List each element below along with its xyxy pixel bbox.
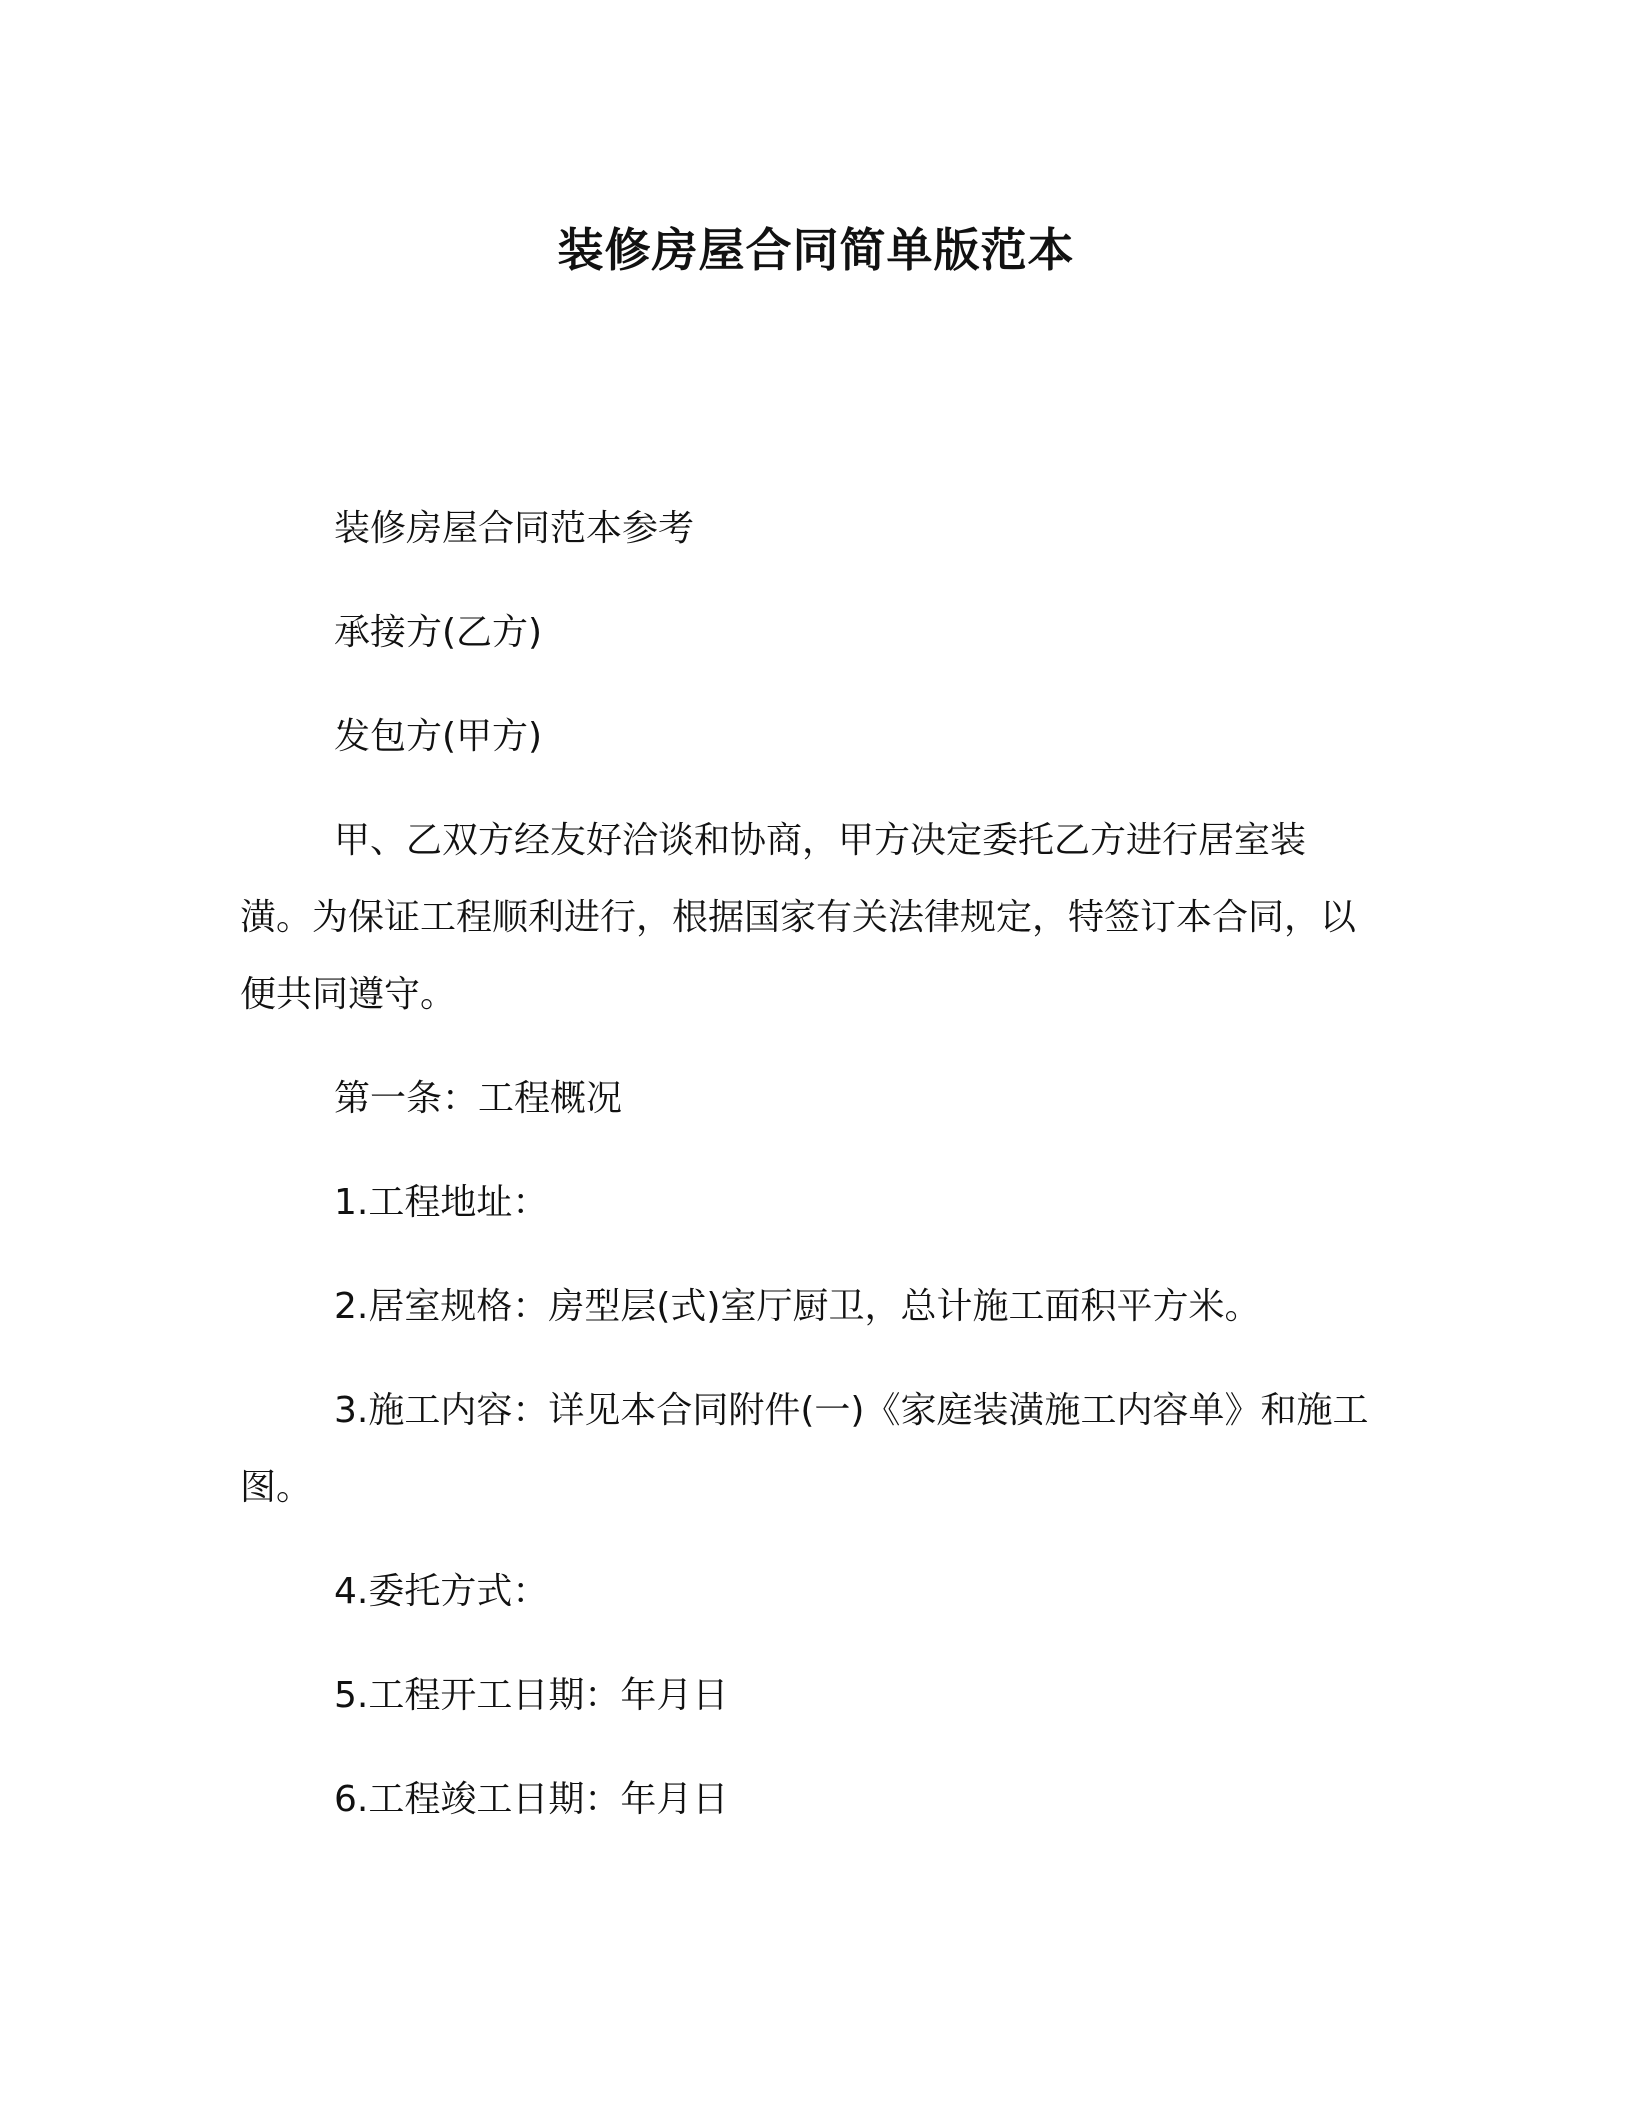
paragraph-item-5: 5.工程开工日期：年月日 [334, 1675, 729, 1716]
paragraph-preamble: 甲、乙双方经友好洽谈和协商，甲方决定委托乙方进行居室装潢。为保证工程顺利进行，根据国家有关法律规定，特签订本合同，以便共同遵守。 [240, 820, 1357, 1015]
paragraph-contractor: 承接方(乙方) [334, 612, 543, 653]
paragraph-client: 发包方(甲方) [334, 716, 543, 757]
paragraph-article-1: 第一条：工程概况 [334, 1078, 623, 1119]
paragraph-item-4: 4.委托方式： [334, 1571, 549, 1612]
document-title: 装修房屋合同简单版范本 [557, 223, 1075, 277]
paragraph-heading: 装修房屋合同范本参考 [334, 508, 695, 549]
paragraph-item-6: 6.工程竣工日期：年月日 [334, 1779, 729, 1820]
paragraph-item-1: 1.工程地址： [334, 1182, 549, 1223]
document-body [240, 490, 1370, 1865]
paragraph-item-2: 2.居室规格：房型层(式)室厅厨卫，总计施工面积平方米。 [334, 1286, 1261, 1327]
paragraph-item-3: 3.施工内容：详见本合同附件(一)《家庭装潢施工内容单》和施工图。 [240, 1390, 1369, 1508]
